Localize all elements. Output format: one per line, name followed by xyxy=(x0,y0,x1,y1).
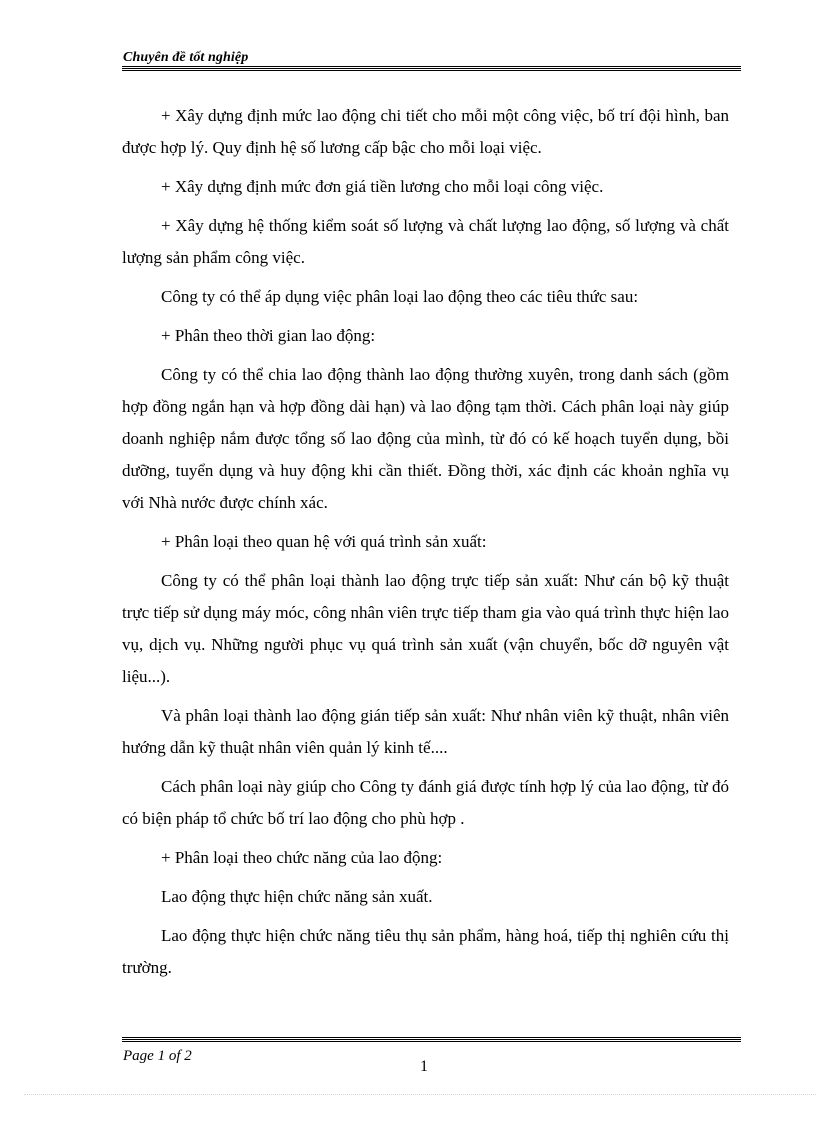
paragraph: + Xây dựng hệ thống kiểm soát số lượng và chất lượng lao động, số lượng và chất lượng sản phẩm công việc. xyxy=(122,216,729,267)
paragraph: Lao động thực hiện chức năng sản xuất. xyxy=(161,887,433,906)
paragraph: Lao động thực hiện chức năng tiêu thụ sản phẩm, hàng hoá, tiếp thị nghiên cứu thị trường. xyxy=(122,926,729,977)
paragraph: + Phân loại theo quan hệ với quá trình sản xuất: xyxy=(161,532,487,551)
document-header-title: Chuyên đề tốt nghiệp xyxy=(123,50,249,65)
paragraph: Cách phân loại này giúp cho Công ty đánh giá được tính hợp lý của lao động, từ đó có biện pháp tổ chức bố trí lao động cho phù hợp . xyxy=(122,777,729,828)
paragraph: + Phân theo thời gian lao động: xyxy=(161,326,376,345)
footer-rule xyxy=(122,1037,741,1038)
header-rule xyxy=(122,70,741,71)
paragraph: Và phân loại thành lao động gián tiếp sản xuất: Như nhân viên kỹ thuật, nhân viên hướng dẫn kỹ thuật nhân viên quản lý kinh tế.... xyxy=(122,706,729,757)
document-body xyxy=(122,100,729,991)
paragraph: + Xây dựng định mức lao động chi tiết cho mỗi một công việc, bố trí đội hình, ban được hợp lý. Quy định hệ số lương cấp bậc cho mỗi loại việc. xyxy=(122,106,729,157)
paragraph: Công ty có thể phân loại thành lao động trực tiếp sản xuất: Như cán bộ kỹ thuật trực tiếp sử dụng máy móc, công nhân viên trực tiếp tham gia vào quá trình thực hiện lao vụ, dịch vụ. Những người phục vụ quá trình sản xuất (vận chuyển, bốc dỡ nguyên vật liệu...). xyxy=(122,571,729,686)
paragraph: Công ty có thể áp dụng việc phân loại lao động theo các tiêu thức sau: xyxy=(161,287,639,306)
header-rule xyxy=(122,68,741,69)
paragraph: Công ty có thể chia lao động thành lao động thường xuyên, trong danh sách (gồm hợp đồng ngắn hạn và hợp đồng dài hạn) và lao động tạm thời. Cách phân loại này giúp doanh nghiệp nắm được tổng số lao động của mình, từ đó có kế hoạch tuyển dụng, bồi dưỡng, tuyển dụng và huy động khi cần thiết. Đồng thời, xác định các khoản nghĩa vụ với Nhà nước được chính xác. xyxy=(122,365,729,512)
footer-page-label: Page 1 of 2 xyxy=(123,1048,192,1064)
footer-rule xyxy=(122,1039,741,1040)
page-number: 1 xyxy=(420,1058,428,1075)
page-edge-divider xyxy=(24,1094,816,1095)
header-rule xyxy=(122,66,741,67)
footer-rule xyxy=(122,1041,741,1042)
paragraph: + Xây dựng định mức đơn giá tiền lương cho mỗi loại công việc. xyxy=(161,177,604,196)
paragraph: + Phân loại theo chức năng của lao động: xyxy=(161,848,443,867)
